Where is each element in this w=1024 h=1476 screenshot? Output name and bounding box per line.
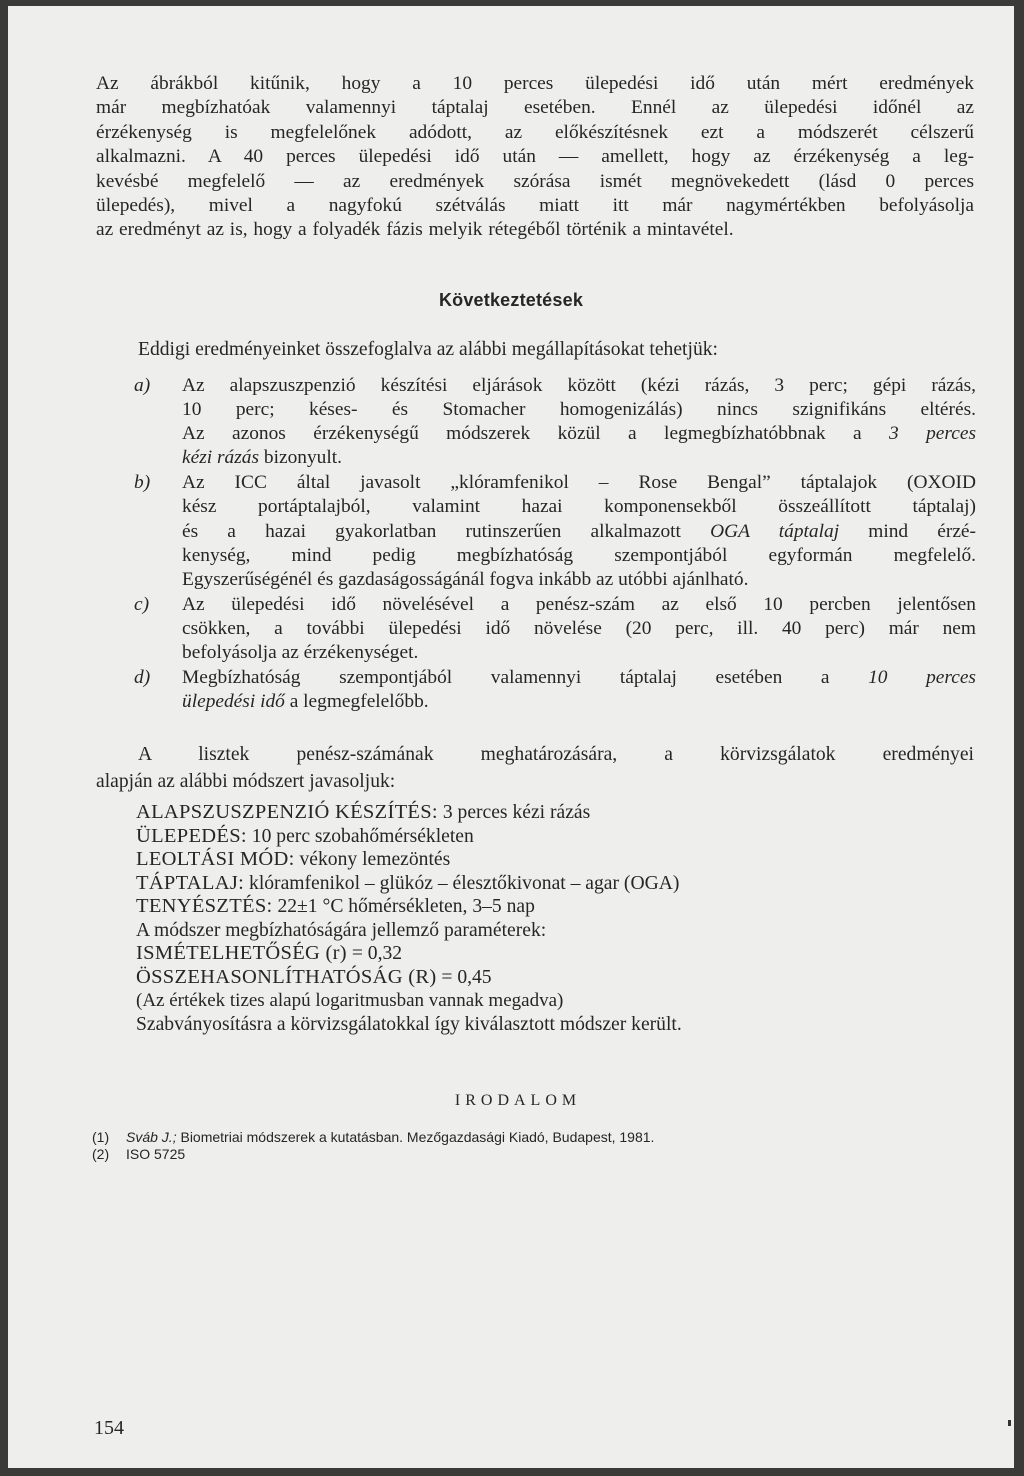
body-paragraph-1 <box>96 72 974 243</box>
list-marker: c) <box>134 593 150 615</box>
spec-line: ALAPSZUSZPENZIÓ KÉSZÍTÉS: 3 perces kézi rázás <box>136 801 591 823</box>
intro-text: Eddigi eredményeinket összefoglalva az alábbi megállapításokat tehetjük: <box>138 339 718 360</box>
list-item <box>134 666 976 714</box>
text-line: ülepedés), mivel a nagyfokú szétválás miatt itt már nagymértékben befolyásolja <box>96 195 974 217</box>
text-line: csökken, a további ülepedési idő növelése (20 perc, ill. 40 perc) már nem <box>182 617 976 639</box>
text-line: kenység, mind pedig megbízhatóság szempontjából egyformán megfelelő. <box>182 544 976 566</box>
text-line: alapján az alábbi módszert javasoljuk: <box>96 770 396 792</box>
text-line: Megbízhatóság szempontjából valamennyi táptalaj esetében a 10 perces <box>182 667 976 689</box>
text-line: már megbízhatóak valamennyi táptalaj esetében. Ennél az ülepedési időnél az <box>96 97 974 119</box>
text-line: Az azonos érzékenységű módszerek közül a legmegbízhatóbbnak a 3 perces <box>182 423 976 445</box>
spec-line: (Az értékek tizes alapú logaritmusban vannak megadva) <box>136 990 564 1011</box>
spec-line: A módszer megbízhatóságára jellemző paraméterek: <box>136 919 547 941</box>
spec-line: LEOLTÁSI MÓD: vékony lemezöntés <box>136 848 451 870</box>
section-title: Következtetések <box>438 290 584 310</box>
method-spec <box>136 801 976 1036</box>
references-list <box>92 1129 972 1163</box>
reference-item: (2) ISO 5725 <box>92 1146 186 1162</box>
text-line: Egyszerűségénél és gazdaságosságánál fogva inkább az utóbbi ajánlható. <box>182 568 749 590</box>
spec-line: ÜLEPEDÉS: 10 perc szobahőmérsékleten <box>136 824 474 847</box>
list-item <box>134 374 976 470</box>
text-line: ülepedési idő a legmegfelelőbb. <box>182 691 429 713</box>
text-line: Az ülepedési idő növelésével a penész-szám az első 10 percben jelentősen <box>182 593 976 615</box>
document-page <box>8 6 1014 1468</box>
text-line: és a hazai gyakorlatban rutinszerűen alkalmazott OGA táptalaj mind érzé- <box>182 520 976 542</box>
spec-line: TENYÉSZTÉS: 22±1 °C hőmérsékleten, 3–5 nap <box>136 895 535 917</box>
list-marker: b) <box>134 472 151 494</box>
body-paragraph-2 <box>96 742 974 795</box>
text-line: érzékenység is megfelelőnek adódott, az előkészítésnek ezt a módszerét célszerű <box>96 121 974 143</box>
text-line: Az alapszuszpenzió készítési eljárások között (kézi rázás, 3 perc; gépi rázás, <box>182 375 976 396</box>
text-line: A lisztek penész-számának meghatározására, a körvizsgálatok eredményei <box>138 744 974 765</box>
text-line: kész portáptalajból, valamint hazai komponensekből összeállított táptalaj) <box>182 496 976 518</box>
text-line: kézi rázás bizonyult. <box>182 447 342 469</box>
list-item <box>134 471 976 591</box>
scan-mark <box>1008 1420 1011 1426</box>
text-line: Az ICC által javasolt „klóramfenikol – Rose Bengal” táptalajok (OXOID <box>182 472 976 494</box>
references-title: IRODALOM <box>454 1092 582 1109</box>
text-line: 10 perc; késes- és Stomacher homogenizálás) nincs szignifikáns eltérés. <box>182 399 976 421</box>
spec-line: ISMÉTELHETŐSÉG (r) = 0,32 <box>136 942 403 964</box>
spec-line: TÁPTALAJ: klóramfenikol – glükóz – élesztőkivonat – agar (OGA) <box>136 871 680 894</box>
list-item <box>134 593 976 665</box>
text-line: az eredményt az is, hogy a folyadék fázis melyik rétegéből történik a mintavétel. <box>96 219 734 241</box>
conclusions-list <box>134 374 976 715</box>
text-line: alkalmazni. A 40 perces ülepedési idő után — amellett, hogy az érzékenység a leg- <box>96 146 974 168</box>
text-line: befolyásolja az érzékenységet. <box>182 642 419 664</box>
text-line: Az ábrákból kitűnik, hogy a 10 perces ülepedési idő után mért eredmények <box>96 73 974 94</box>
list-marker: d) <box>134 667 151 689</box>
spec-line: Szabványosításra a körvizsgálatokkal így kiválasztott módszer került. <box>136 1013 682 1035</box>
list-marker: a) <box>134 375 151 396</box>
reference-item: (1) Sváb J.; Biometriai módszerek a kutatásban. Mezőgazdasági Kiadó, Budapest, 1981. <box>92 1129 655 1145</box>
spec-line: ÖSSZEHASONLÍTHATÓSÁG (R) = 0,45 <box>136 965 492 988</box>
page-number: 154 <box>94 1417 124 1439</box>
text-line: kevésbé megfelelő — az eredmények szórása ismét megnövekedett (lásd 0 perces <box>96 170 974 192</box>
